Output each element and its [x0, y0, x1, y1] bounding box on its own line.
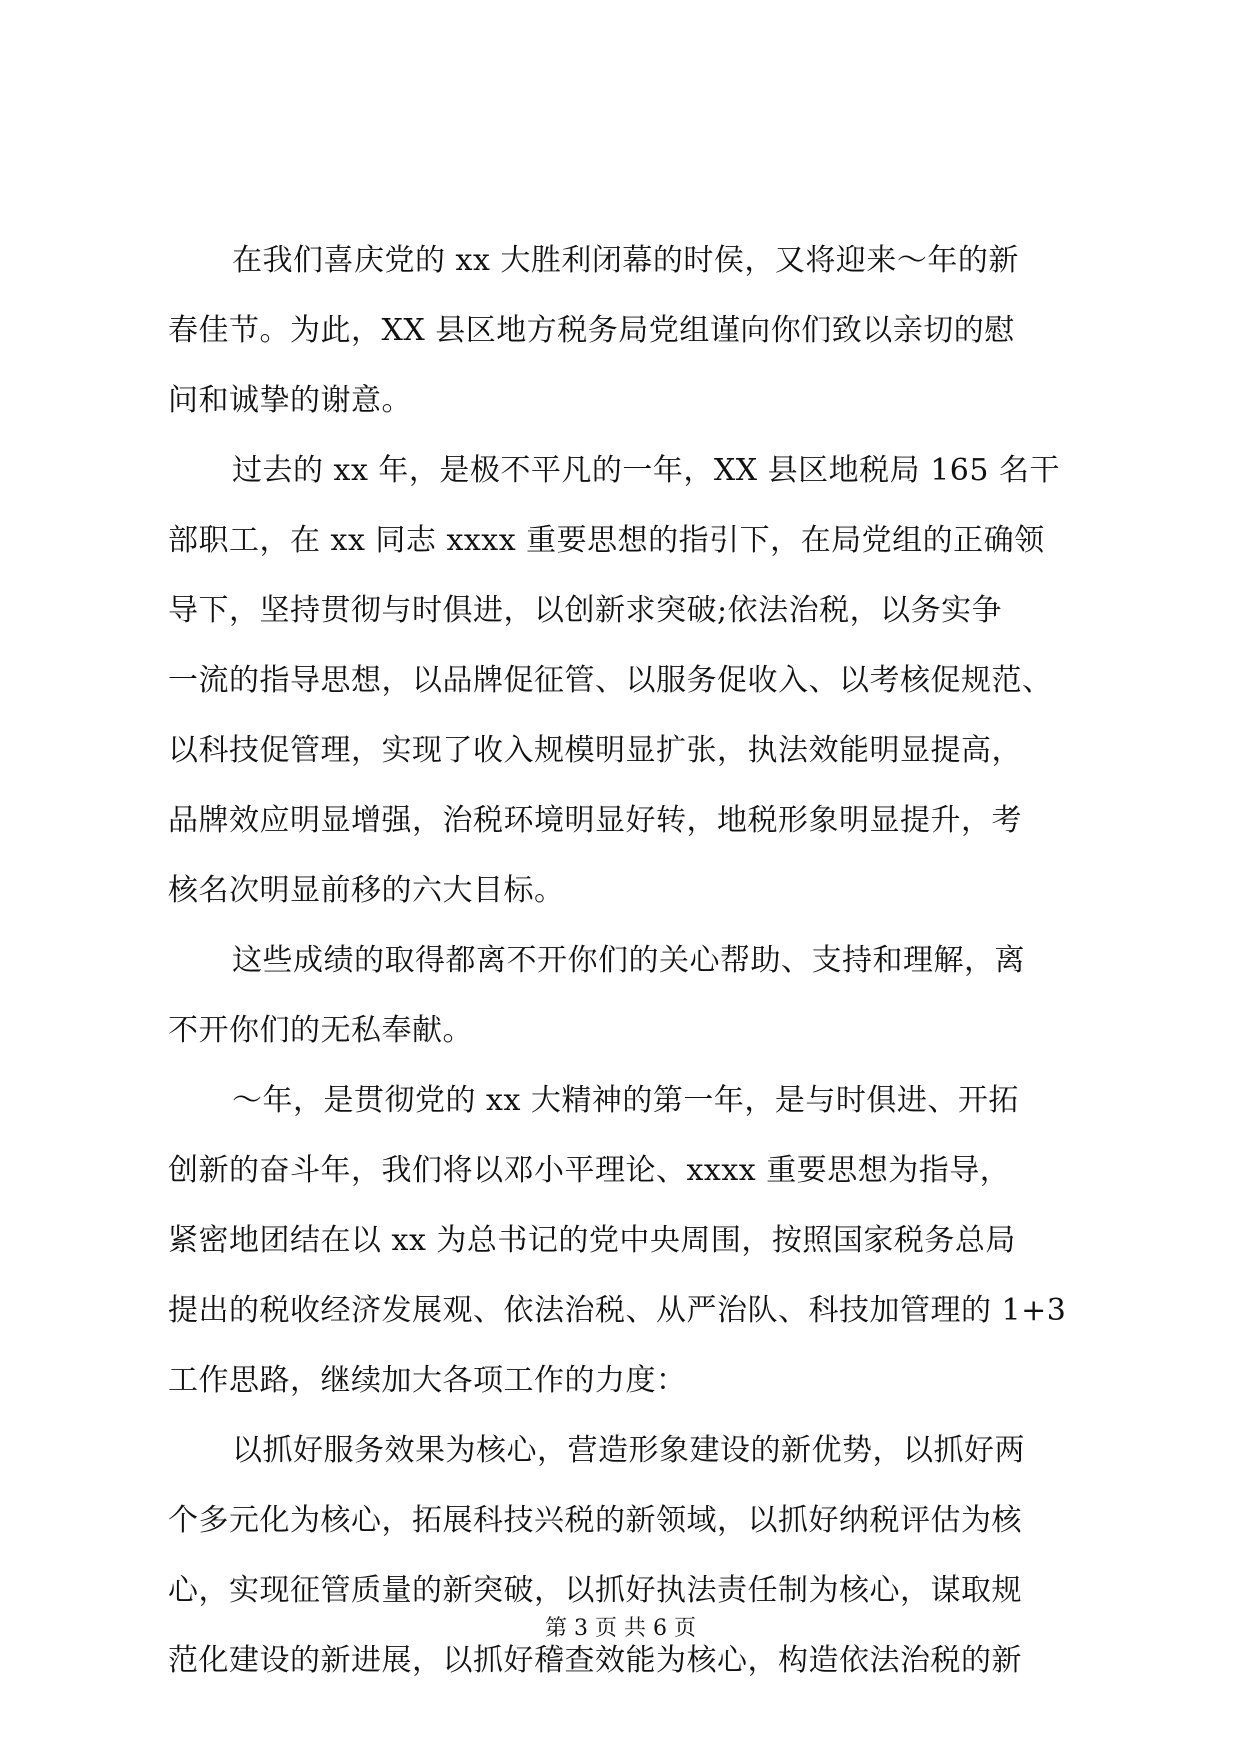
paragraph-4-line-2: 创新的奋斗年，我们将以邓小平理论、xxxx 重要思想为指导， [168, 1153, 1011, 1188]
paragraph-3-line-1: 这些成绩的取得都离不开你们的关心帮助、支持和理解，离 [232, 943, 1025, 978]
document-body [168, 226, 1088, 1696]
paragraph-2-line-5: 以科技促管理，实现了收入规模明显扩张，执法效能明显提高， [168, 733, 1022, 768]
paragraph-4-line-5: 工作思路，继续加大各项工作的力度： [168, 1363, 687, 1398]
paragraph-2-line-2: 部职工，在 xx 同志 xxxx 重要思想的指引下，在局党组的正确领 [168, 523, 1045, 558]
paragraph-2-line-6: 品牌效应明显增强，治税环境明显好转，地税形象明显提升，考 [168, 803, 1022, 838]
paragraph-5-line-2: 个多元化为核心，拓展科技兴税的新领域，以抓好纳税评估为核 [168, 1503, 1022, 1538]
paragraph-5-line-3: 心，实现征管质量的新突破，以抓好执法责任制为核心，谋取规 [168, 1573, 1022, 1608]
paragraph-1-line-1: 在我们喜庆党的 xx 大胜利闭幕的时侯，又将迎来～年的新 [232, 243, 1019, 278]
paragraph-3-line-2: 不开你们的无私奉献。 [168, 1013, 473, 1048]
page-number-footer: 第 3 页 共 6 页 [545, 1616, 696, 1641]
paragraph-2-line-7: 核名次明显前移的六大目标。 [168, 873, 565, 908]
paragraph-5-line-4: 范化建设的新进展，以抓好稽查效能为核心，构造依法治税的新 [168, 1643, 1022, 1678]
paragraph-1-line-3: 问和诚挚的谢意。 [168, 383, 412, 418]
paragraph-2-line-3: 导下，坚持贯彻与时俱进，以创新求突破;依法治税，以务实争 [168, 593, 1003, 628]
paragraph-2-line-1: 过去的 xx 年，是极不平凡的一年，XX 县区地税局 165 名干 [232, 453, 1060, 488]
paragraph-4-line-1: ～年，是贯彻党的 xx 大精神的第一年，是与时俱进、开拓 [232, 1083, 1019, 1118]
paragraph-5-line-1: 以抓好服务效果为核心，营造形象建设的新优势，以抓好两 [232, 1433, 1025, 1468]
paragraph-2-line-4: 一流的指导思想，以品牌促征管、以服务促收入、以考核促规范、 [168, 663, 1053, 698]
paragraph-1-line-2: 春佳节。为此，XX 县区地方税务局党组谨向你们致以亲切的慰 [168, 313, 1015, 348]
paragraph-4-line-3: 紧密地团结在以 xx 为总书记的党中央周围，按照国家税务总局 [168, 1223, 1016, 1258]
paragraph-4-line-4: 提出的税收经济发展观、依法治税、从严治队、科技加管理的 1+3 [168, 1293, 1067, 1328]
